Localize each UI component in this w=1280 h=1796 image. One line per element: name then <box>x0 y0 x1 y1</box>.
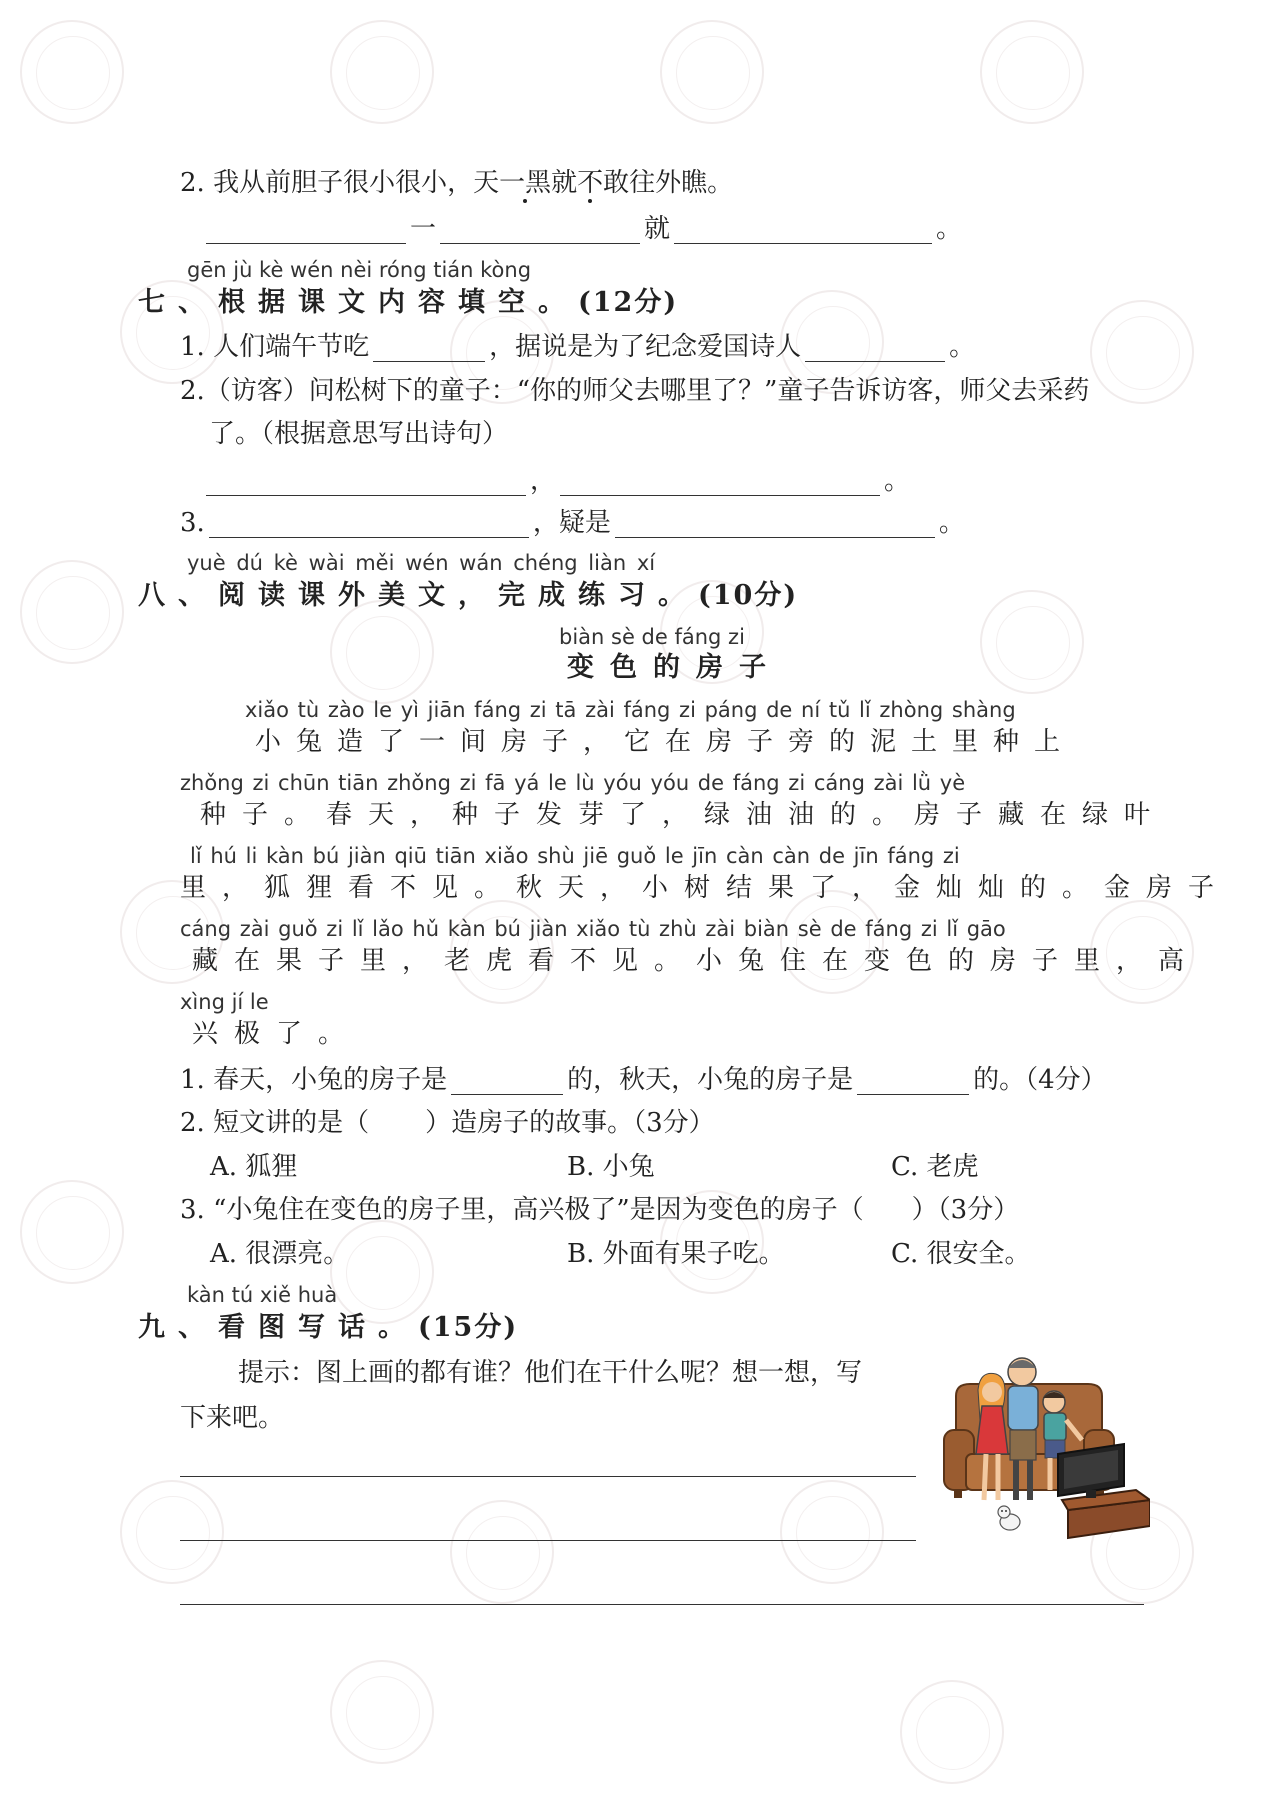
story-line-1-pinyin: xiǎo tù zào le yì jiān fáng zi tā zài fáng zi páng de ní tǔ lǐ zhòng shàng <box>245 698 1016 722</box>
blank-poet[interactable] <box>805 337 945 362</box>
writing-line-3[interactable] <box>180 1604 1144 1605</box>
section-7-q3: 3. ，疑是 。 <box>180 508 965 538</box>
story-title-pinyin: biàn sè de fáng zi <box>559 625 745 649</box>
section-7-q1: 1. 人们端午节吃 ，据说是为了纪念爱国诗人 。 <box>180 332 976 362</box>
section-8-q1: 1. 春天，小兔的房子是 的，秋天，小兔的房子是 的。（4分） <box>180 1065 1107 1095</box>
blank-3[interactable] <box>674 219 932 244</box>
blank-spring-color[interactable] <box>451 1070 563 1095</box>
blank-poem-line2[interactable] <box>560 471 880 496</box>
blank-autumn-color[interactable] <box>857 1070 969 1095</box>
answer-line-prev-2: 一 就 。 <box>206 214 962 244</box>
option-b[interactable]: B. 小兔 <box>567 1152 655 1182</box>
story-line-3: 里，狐狸看不见。秋天，小树结果了，金灿灿的。金房子 <box>180 873 1231 903</box>
section-7-q2-answer: ， 。 <box>206 466 910 496</box>
emphasis-dot <box>523 199 527 203</box>
section-8-q3: 3. “小兔住在变色的房子里，高兴极了”是因为变色的房子（ ）（3分） <box>180 1195 1020 1225</box>
writing-line-1[interactable] <box>180 1476 916 1477</box>
blank-1[interactable] <box>206 219 406 244</box>
family-watching-tv-illustration <box>940 1350 1150 1540</box>
section-9-title: 九、看图写话。(15分) <box>138 1312 519 1343</box>
option-a[interactable]: A. 狐狸 <box>210 1152 298 1182</box>
blank-poem-line1[interactable] <box>206 471 526 496</box>
section-7-q2-line2: 了。（根据意思写出诗句） <box>209 419 509 449</box>
blank-2[interactable] <box>440 219 640 244</box>
blank-zongzi[interactable] <box>373 337 485 362</box>
section-8-q2: 2. 短文讲的是（ ）造房子的故事。（3分） <box>180 1108 715 1138</box>
story-line-4: 藏在果子里，老虎看不见。小兔住在变色的房子里，高 <box>192 946 1201 976</box>
story-line-4-pinyin: cáng zài guǒ zi lǐ lǎo hǔ kàn bú jiàn xiǎo tù zhù zài biàn sè de fáng zi lǐ gāo <box>180 917 1006 941</box>
blank-q3-2[interactable] <box>615 513 935 538</box>
story-line-2-pinyin: zhǒng zi chūn tiān zhǒng zi fā yá le lù yóu yóu de fáng zi cáng zài lǜ yè <box>180 771 966 795</box>
story-title: 变色的房子 <box>567 652 782 683</box>
section-7-title: 七、根据课文内容填空。(12分) <box>138 287 679 318</box>
option-c[interactable]: C. 老虎 <box>891 1152 979 1182</box>
section-8-pinyin: yuè dú kè wài měi wén wán chéng liàn xí <box>187 551 656 575</box>
story-line-3-pinyin: lǐ hú li kàn bú jiàn qiū tiān xiǎo shù jiē guǒ le jīn càn càn de jīn fáng zi <box>190 844 960 868</box>
blank-q3-1[interactable] <box>209 513 529 538</box>
story-line-1: 小兔造了一间房子，它在房子旁的泥土里种上 <box>255 727 1076 757</box>
section-9-hint-line1: 提示：图上画的都有谁？他们在干什么呢？想一想，写 <box>238 1358 863 1388</box>
option-c[interactable]: C. 很安全。 <box>891 1239 1031 1269</box>
section-8-title: 八、阅读课外美文，完成练习。(10分) <box>138 580 799 611</box>
option-b[interactable]: B. 外面有果子吃。 <box>567 1239 785 1269</box>
emphasis-dot <box>588 199 592 203</box>
section-9-pinyin: kàn tú xiě huà <box>187 1283 338 1307</box>
question-prev-2: 2. 我从前胆子很小很小，天一黑就不敢往外瞧。 <box>180 168 734 198</box>
writing-line-2[interactable] <box>180 1540 916 1541</box>
section-7-q2-line1: 2.（访客）问松树下的童子：“你的师父去哪里了？”童子告诉访客，师父去采药 <box>180 376 1090 406</box>
section-9-hint-line2: 下来吧。 <box>180 1403 285 1433</box>
section-7-pinyin: gēn jù kè wén nèi róng tián kòng <box>187 258 532 282</box>
story-line-5-pinyin: xìng jí le <box>180 990 269 1014</box>
option-a[interactable]: A. 很漂亮。 <box>210 1239 350 1269</box>
story-line-5: 兴极了。 <box>192 1019 361 1049</box>
story-line-2: 种子。春天，种子发芽了，绿油油的。房子藏在绿叶 <box>200 800 1167 830</box>
